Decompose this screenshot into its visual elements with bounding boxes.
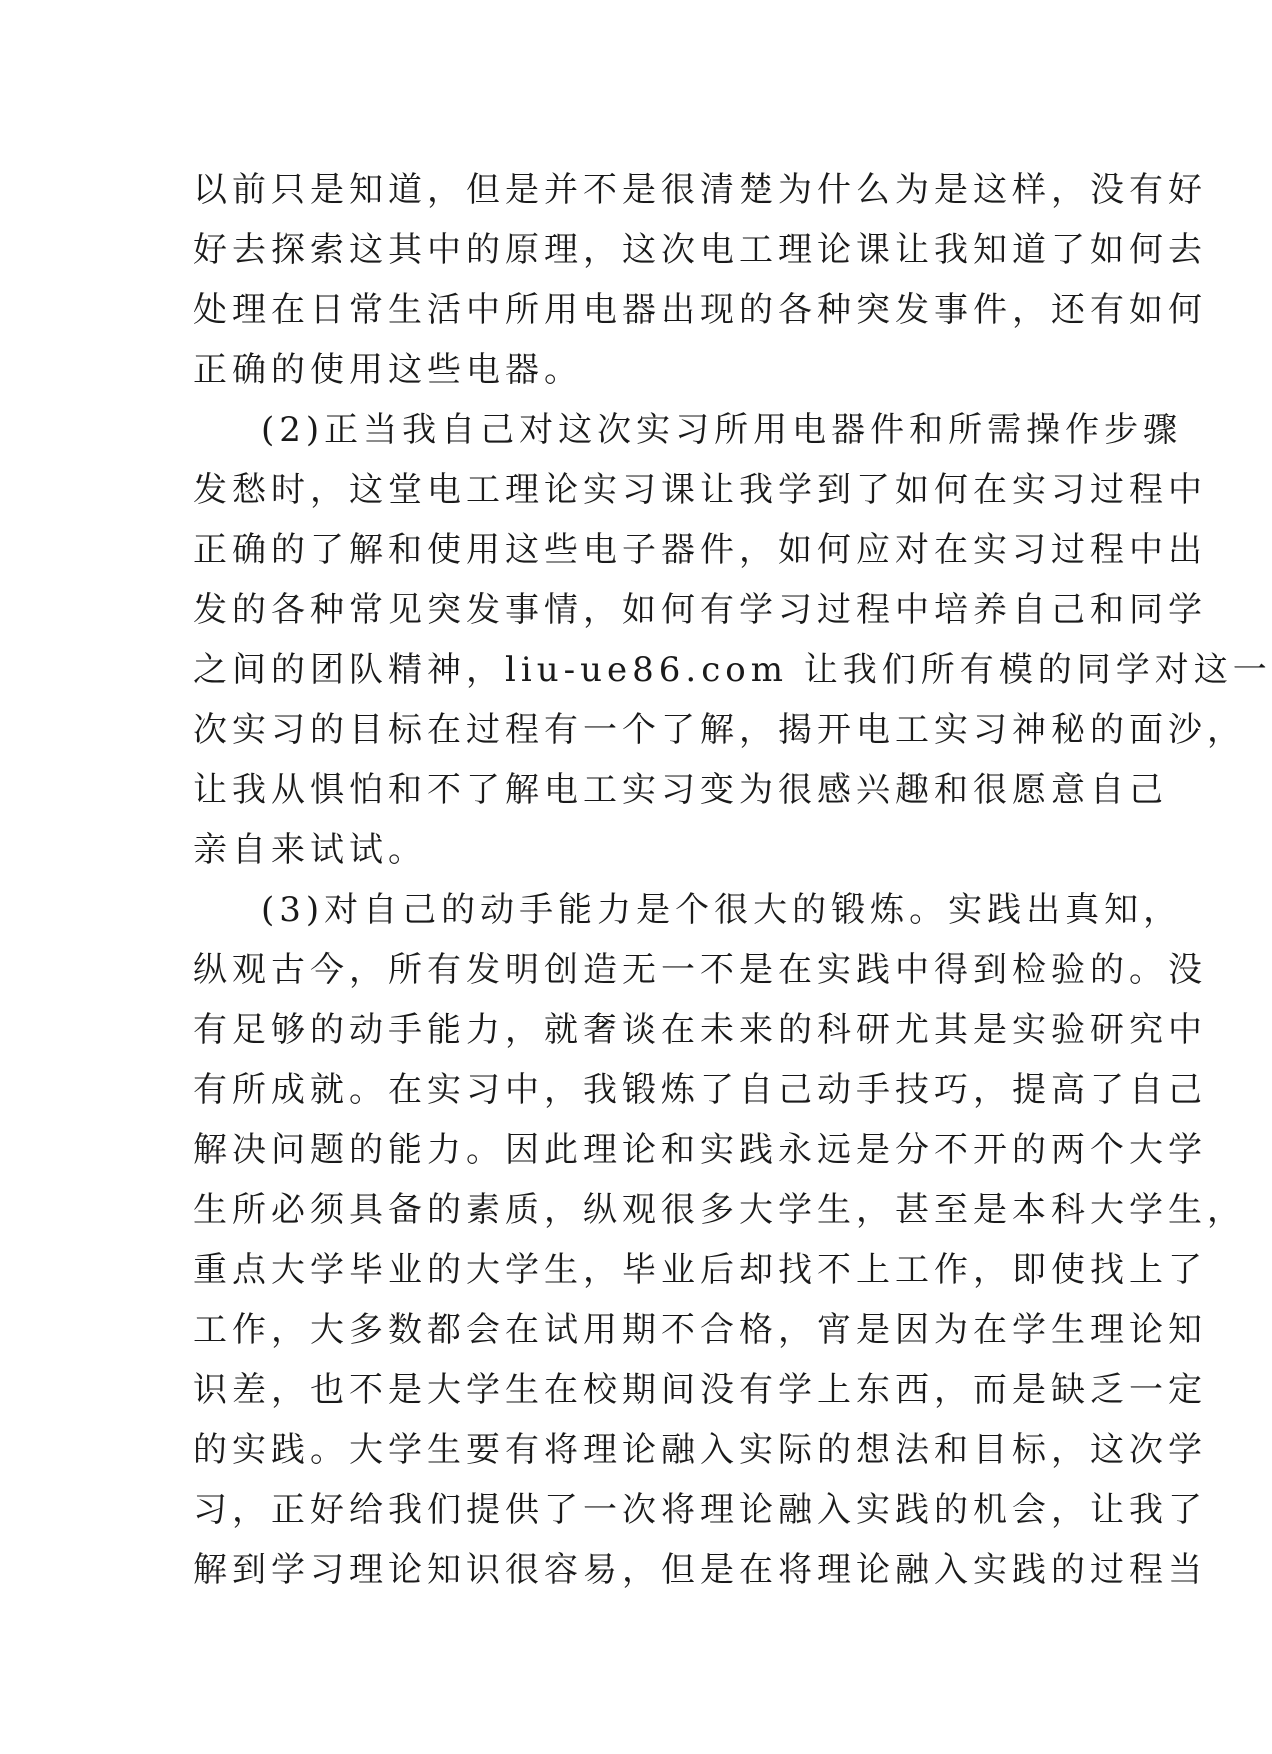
- text-line: 工作，大多数都会在试用期不合格，宵是因为在学生理论知: [193, 1310, 1207, 1350]
- paragraph-2-first-line: (2)正当我自己对这次实习所用电器件和所需操作步骤: [261, 410, 1183, 450]
- text-line: 处理在日常生活中所用电器出现的各种突发事件，还有如何: [193, 290, 1207, 330]
- text-line: 好去探索这其中的原理，这次电工理论课让我知道了如何去: [193, 230, 1207, 270]
- paragraph-3-first-line: (3)对自己的动手能力是个很大的锻炼。实践出真知，: [261, 890, 1183, 930]
- text-line: 亲自来试试。: [193, 830, 427, 870]
- text-line: 习，正好给我们提供了一次将理论融入实践的机会，让我了: [193, 1490, 1207, 1530]
- text-line: 之间的团队精神，liu-ue86.com 让我们所有模的同学对这一: [193, 650, 1272, 690]
- text-line: 发愁时，这堂电工理论实习课让我学到了如何在实习过程中: [193, 470, 1207, 510]
- text-line: 解决问题的能力。因此理论和实践永远是分不开的两个大学: [193, 1130, 1207, 1170]
- text-line: 纵观古今，所有发明创造无一不是在实践中得到检验的。没: [193, 950, 1207, 990]
- text-line: 以前只是知道，但是并不是很清楚为什么为是这样，没有好: [193, 170, 1207, 210]
- text-line: 正确的使用这些电器。: [193, 350, 583, 390]
- text-line: 次实习的目标在过程有一个了解，揭开电工实习神秘的面沙，: [193, 710, 1246, 750]
- text-line: 让我从惧怕和不了解电工实习变为很感兴趣和很愿意自己: [193, 770, 1168, 810]
- text-line: 的实践。大学生要有将理论融入实际的想法和目标，这次学: [193, 1430, 1207, 1470]
- text-line: 发的各种常见突发事情，如何有学习过程中培养自己和同学: [193, 590, 1207, 630]
- text-line: 正确的了解和使用这些电子器件，如何应对在实习过程中出: [193, 530, 1207, 570]
- text-line: 重点大学毕业的大学生，毕业后却找不上工作，即使找上了: [193, 1250, 1207, 1290]
- text-line: 有足够的动手能力，就奢谈在未来的科研尤其是实验研究中: [193, 1010, 1207, 1050]
- text-line: 有所成就。在实习中，我锻炼了自己动手技巧，提高了自己: [193, 1070, 1207, 1110]
- body-text: [193, 160, 1272, 1600]
- text-line: 识差，也不是大学生在校期间没有学上东西，而是缺乏一定: [193, 1370, 1207, 1410]
- text-line: 生所必须具备的素质，纵观很多大学生，甚至是本科大学生，: [193, 1190, 1246, 1230]
- text-line: 解到学习理论知识很容易，但是在将理论融入实践的过程当: [193, 1550, 1207, 1590]
